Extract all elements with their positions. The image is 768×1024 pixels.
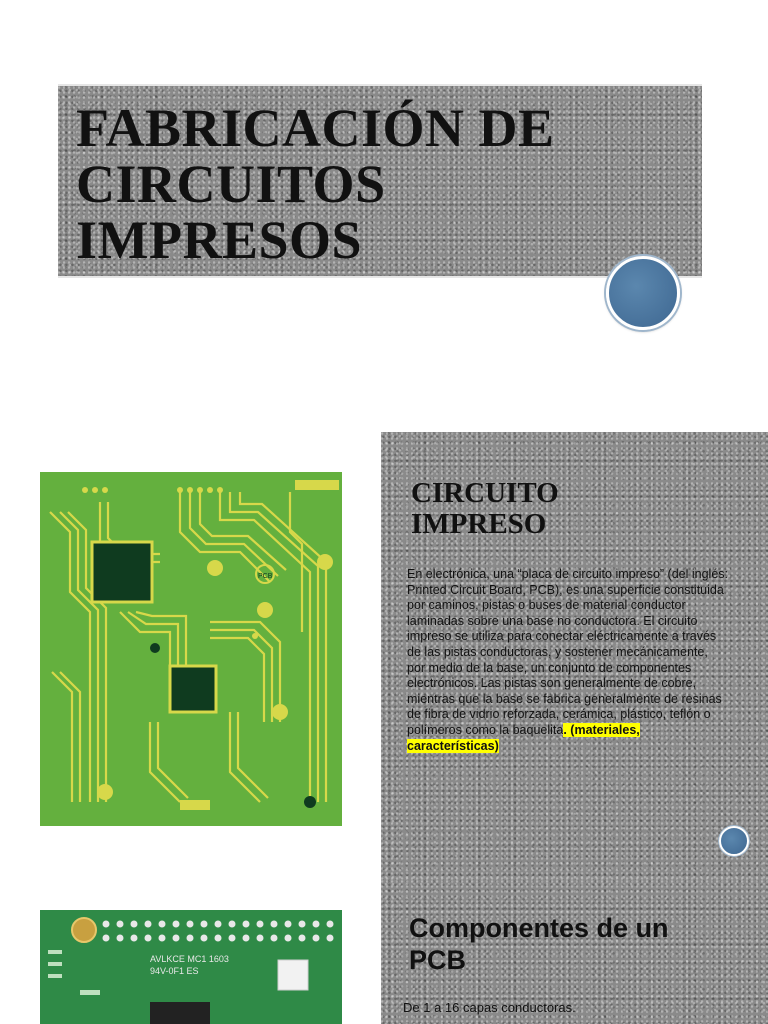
title-line: FABRICACIÓN DE xyxy=(76,98,555,158)
slide-title xyxy=(76,100,555,268)
svg-text:PCB: PCB xyxy=(258,573,273,580)
title-line: CIRCUITOS xyxy=(76,154,386,214)
content-panel xyxy=(381,432,768,880)
svg-text:AVLKCE MC1 1603: AVLKCE MC1 1603 xyxy=(150,954,229,964)
title-band xyxy=(58,84,702,278)
body-text: En electrónica, una “placa de circuito impreso” (del inglés: Printed Circuit Board, PCB), es una superficie constituida por caminos, pistas o buses de material conductor laminadas sobre una base no conductora. El circuito impreso se utiliza para conectar eléctricamente a través de las pistas conductoras, y sostener mecánicamente, por medio de la base, un conjunto de componentes electrónicos. Las pistas son generalmente de cobre, mientras que la base se fabrica generalmente de resinas de fibra de vidrio reforzada, cerámica, plástico, teflón o polímeros como la baquelita xyxy=(407,567,728,737)
pcb-image xyxy=(40,472,342,826)
content-panel xyxy=(381,880,768,1024)
section-heading xyxy=(411,478,559,540)
svg-text:94V-0F1 ES: 94V-0F1 ES xyxy=(150,966,199,976)
heading-line: PCB xyxy=(409,945,467,975)
highlighted-text: . (materiales, características) xyxy=(407,722,640,753)
bullet-item: De 1 a 16 capas conductoras. xyxy=(403,1000,576,1015)
decorative-circle xyxy=(606,256,680,330)
pcb-image xyxy=(40,910,342,1024)
body-paragraph xyxy=(407,567,729,754)
section-heading xyxy=(409,912,669,976)
title-line: IMPRESOS xyxy=(76,210,363,270)
heading-line: IMPRESO xyxy=(411,508,547,540)
heading-line: CIRCUITO xyxy=(411,477,559,509)
decorative-circle xyxy=(719,826,749,856)
heading-line: Componentes de un xyxy=(409,913,669,943)
